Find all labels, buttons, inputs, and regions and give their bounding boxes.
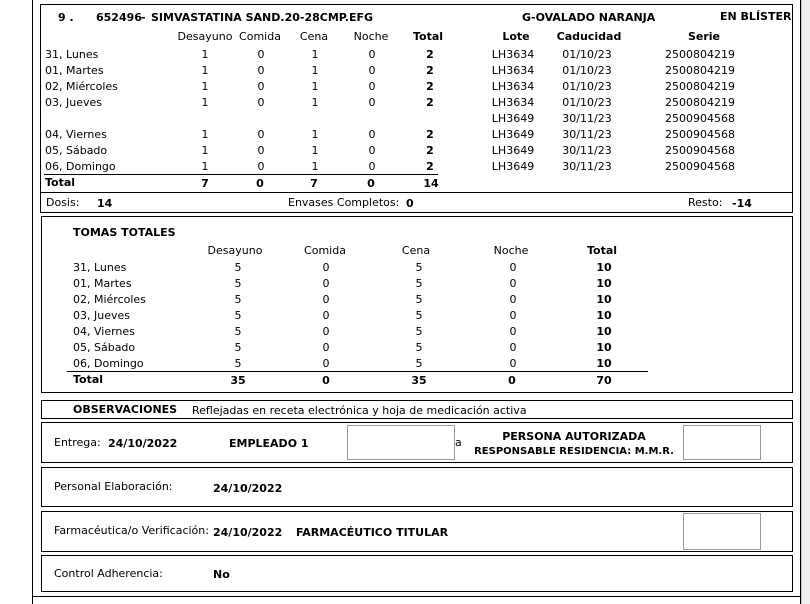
entrega-signature-field[interactable] bbox=[347, 425, 455, 460]
tomas-row-desayuno: 5 bbox=[234, 261, 242, 274]
tomas-row-desayuno: 5 bbox=[234, 293, 242, 306]
med-total-desayuno: 7 bbox=[201, 177, 209, 190]
tomas-row-comida: 0 bbox=[322, 341, 330, 354]
med-row-desayuno: 1 bbox=[201, 48, 209, 61]
page-border-bottom bbox=[32, 596, 801, 597]
med-row-total: 2 bbox=[426, 160, 434, 173]
med-row-lote: LH3649 bbox=[491, 160, 535, 173]
tomas-row-desayuno: 5 bbox=[234, 309, 242, 322]
dosis-value: 14 bbox=[97, 197, 113, 210]
tomas-row-cena: 5 bbox=[415, 309, 423, 322]
tomas-row-day: 03, Jueves bbox=[73, 309, 130, 322]
med-row-serie: 2500904568 bbox=[665, 144, 735, 157]
med-row-noche: 0 bbox=[368, 144, 376, 157]
elaboracion-date: 24/10/2022 bbox=[213, 482, 283, 495]
entrega-a: a bbox=[455, 436, 462, 449]
tomas-row-noche: 0 bbox=[509, 261, 517, 274]
med-total-comida: 0 bbox=[256, 177, 264, 190]
tomas-row-desayuno: 5 bbox=[234, 325, 242, 338]
tomas-row-day: 02, Miércoles bbox=[73, 293, 146, 306]
med-footer-rule bbox=[40, 192, 793, 193]
tomas-total-comida: 0 bbox=[322, 374, 330, 387]
med-row-cena: 1 bbox=[311, 48, 319, 61]
tomas-row-total: 10 bbox=[596, 309, 612, 322]
tomas-row-total: 10 bbox=[596, 341, 612, 354]
tomas-row-total: 10 bbox=[596, 325, 612, 338]
tomas-row-noche: 0 bbox=[509, 357, 517, 370]
med-row-desayuno: 1 bbox=[201, 64, 209, 77]
med-index: 9 . bbox=[58, 11, 74, 24]
tomas-row-noche: 0 bbox=[509, 341, 517, 354]
med-row-lote: LH3634 bbox=[491, 80, 535, 93]
tomas-col-desayuno: Desayuno bbox=[207, 244, 263, 257]
tomas-row-total: 10 bbox=[596, 261, 612, 274]
med-row-comida: 0 bbox=[257, 160, 265, 173]
tomas-row-comida: 0 bbox=[322, 293, 330, 306]
verificacion-date: 24/10/2022 bbox=[213, 526, 283, 539]
persona-autorizada-title: PERSONA AUTORIZADA bbox=[502, 430, 646, 443]
med-row-serie: 2500804219 bbox=[665, 80, 735, 93]
med-row-desayuno: 1 bbox=[201, 160, 209, 173]
page-border-left bbox=[32, 0, 33, 604]
med-form: G-OVALADO NARANJA bbox=[522, 11, 656, 24]
tomas-title: TOMAS TOTALES bbox=[73, 226, 176, 239]
med-row-serie: 2500804219 bbox=[665, 48, 735, 61]
med-row-noche: 0 bbox=[368, 160, 376, 173]
tomas-total-total: 70 bbox=[596, 374, 612, 387]
med-row-cena: 1 bbox=[311, 128, 319, 141]
tomas-total-label: Total bbox=[73, 373, 104, 386]
tomas-col-total: Total bbox=[586, 244, 618, 257]
col-comida: Comida bbox=[239, 30, 281, 43]
med-total-noche: 0 bbox=[367, 177, 375, 190]
tomas-col-cena: Cena bbox=[401, 244, 431, 257]
adherencia-value: No bbox=[213, 568, 230, 581]
med-row-desayuno: 1 bbox=[201, 96, 209, 109]
med-row-comida: 0 bbox=[257, 128, 265, 141]
med-row-total: 2 bbox=[426, 128, 434, 141]
med-row-cena: 1 bbox=[311, 96, 319, 109]
persona-signature-field[interactable] bbox=[683, 425, 761, 460]
med-row-noche: 0 bbox=[368, 80, 376, 93]
med-row-total: 2 bbox=[426, 64, 434, 77]
med-row-caducidad: 01/10/23 bbox=[562, 64, 612, 77]
med-row-desayuno: 1 bbox=[201, 128, 209, 141]
resto-label: Resto: bbox=[688, 196, 723, 209]
vertical-scrollbar[interactable] bbox=[801, 0, 810, 604]
col-noche: Noche bbox=[353, 30, 389, 43]
med-row-day: 06, Domingo bbox=[45, 160, 116, 173]
med-row-comida: 0 bbox=[257, 48, 265, 61]
tomas-row-comida: 0 bbox=[322, 277, 330, 290]
med-row-comida: 0 bbox=[257, 96, 265, 109]
tomas-row-noche: 0 bbox=[509, 293, 517, 306]
med-row-caducidad: 01/10/23 bbox=[562, 80, 612, 93]
verificacion-signature-field[interactable] bbox=[683, 513, 761, 550]
med-row-desayuno: 1 bbox=[201, 80, 209, 93]
entrega-date: 24/10/2022 bbox=[108, 437, 178, 450]
dosis-label: Dosis: bbox=[46, 196, 80, 209]
med-row-lote: LH3649 bbox=[491, 112, 535, 125]
tomas-row-total: 10 bbox=[596, 357, 612, 370]
med-row-day: 01, Martes bbox=[45, 64, 104, 77]
med-row-caducidad: 01/10/23 bbox=[562, 96, 612, 109]
med-row-noche: 0 bbox=[368, 96, 376, 109]
med-row-comida: 0 bbox=[257, 144, 265, 157]
med-row-total: 2 bbox=[426, 144, 434, 157]
med-row-comida: 0 bbox=[257, 80, 265, 93]
med-row-cena: 1 bbox=[311, 144, 319, 157]
tomas-row-day: 06, Domingo bbox=[73, 357, 144, 370]
col-lote: Lote bbox=[502, 30, 530, 43]
tomas-row-noche: 0 bbox=[509, 277, 517, 290]
med-row-serie: 2500904568 bbox=[665, 112, 735, 125]
tomas-row-desayuno: 5 bbox=[234, 357, 242, 370]
tomas-total-noche: 0 bbox=[508, 374, 516, 387]
col-desayuno: Desayuno bbox=[177, 30, 233, 43]
col-serie: Serie bbox=[687, 30, 721, 43]
tomas-row-cena: 5 bbox=[415, 293, 423, 306]
med-separator: - bbox=[141, 11, 146, 24]
tomas-total-rule bbox=[67, 371, 648, 372]
tomas-row-comida: 0 bbox=[322, 357, 330, 370]
med-row-cena: 1 bbox=[311, 160, 319, 173]
entrega-label: Entrega: bbox=[54, 436, 101, 449]
med-row-cena: 1 bbox=[311, 64, 319, 77]
tomas-row-desayuno: 5 bbox=[234, 341, 242, 354]
verificacion-role: FARMACÉUTICO TITULAR bbox=[296, 526, 449, 539]
elaboracion-label: Personal Elaboración: bbox=[54, 480, 173, 493]
col-cena: Cena bbox=[299, 30, 329, 43]
med-row-caducidad: 30/11/23 bbox=[562, 112, 612, 125]
col-caducidad: Caducidad bbox=[556, 30, 622, 43]
med-row-cena: 1 bbox=[311, 80, 319, 93]
tomas-row-total: 10 bbox=[596, 293, 612, 306]
observaciones-text: Reflejadas en receta electrónica y hoja de medicación activa bbox=[192, 404, 527, 417]
tomas-col-noche: Noche bbox=[493, 244, 529, 257]
med-row-serie: 2500804219 bbox=[665, 96, 735, 109]
envases-label: Envases Completos: bbox=[288, 196, 400, 209]
med-packaging: EN BLÍSTER bbox=[720, 10, 792, 23]
med-code: 652496 bbox=[96, 11, 142, 24]
tomas-total-desayuno: 35 bbox=[230, 374, 246, 387]
tomas-row-comida: 0 bbox=[322, 261, 330, 274]
med-row-lote: LH3634 bbox=[491, 96, 535, 109]
resto-value: -14 bbox=[732, 197, 752, 210]
med-row-comida: 0 bbox=[257, 64, 265, 77]
med-row-day: 04, Viernes bbox=[45, 128, 107, 141]
tomas-row-cena: 5 bbox=[415, 277, 423, 290]
tomas-row-cena: 5 bbox=[415, 325, 423, 338]
verificacion-label: Farmacéutica/o Verificación: bbox=[54, 524, 209, 537]
tomas-row-cena: 5 bbox=[415, 261, 423, 274]
tomas-row-day: 01, Martes bbox=[73, 277, 132, 290]
med-total-total: 14 bbox=[423, 177, 439, 190]
med-row-noche: 0 bbox=[368, 64, 376, 77]
med-row-caducidad: 30/11/23 bbox=[562, 144, 612, 157]
med-row-serie: 2500804219 bbox=[665, 64, 735, 77]
tomas-row-day: 05, Sábado bbox=[73, 341, 136, 354]
med-row-serie: 2500904568 bbox=[665, 160, 735, 173]
tomas-row-comida: 0 bbox=[322, 325, 330, 338]
med-row-serie: 2500904568 bbox=[665, 128, 735, 141]
tomas-row-cena: 5 bbox=[415, 357, 423, 370]
entrega-employee: EMPLEADO 1 bbox=[229, 437, 309, 450]
tomas-col-comida: Comida bbox=[304, 244, 346, 257]
med-total-rule bbox=[44, 174, 438, 175]
tomas-row-day: 31, Lunes bbox=[73, 261, 127, 274]
med-row-day: 02, Miércoles bbox=[45, 80, 118, 93]
med-row-noche: 0 bbox=[368, 128, 376, 141]
observaciones-label: OBSERVACIONES bbox=[73, 403, 178, 416]
tomas-row-noche: 0 bbox=[509, 309, 517, 322]
col-total: Total bbox=[412, 30, 444, 43]
med-row-lote: LH3649 bbox=[491, 128, 535, 141]
tomas-row-comida: 0 bbox=[322, 309, 330, 322]
tomas-row-desayuno: 5 bbox=[234, 277, 242, 290]
med-total-label: Total bbox=[45, 176, 76, 189]
med-row-caducidad: 01/10/23 bbox=[562, 48, 612, 61]
med-row-total: 2 bbox=[426, 80, 434, 93]
med-row-day: 31, Lunes bbox=[45, 48, 99, 61]
med-row-caducidad: 30/11/23 bbox=[562, 160, 612, 173]
med-row-day: 05, Sábado bbox=[45, 144, 108, 157]
envases-value: 0 bbox=[406, 197, 414, 210]
tomas-row-cena: 5 bbox=[415, 341, 423, 354]
med-name: SIMVASTATINA SAND.20-28CMP.EFG bbox=[151, 11, 374, 24]
med-row-desayuno: 1 bbox=[201, 144, 209, 157]
med-row-lote: LH3634 bbox=[491, 48, 535, 61]
tomas-row-noche: 0 bbox=[509, 325, 517, 338]
persona-autorizada-sub: RESPONSABLE RESIDENCIA: M.M.R. bbox=[474, 446, 674, 457]
med-row-caducidad: 30/11/23 bbox=[562, 128, 612, 141]
med-row-lote: LH3634 bbox=[491, 64, 535, 77]
med-total-cena: 7 bbox=[310, 177, 318, 190]
med-row-total: 2 bbox=[426, 48, 434, 61]
med-row-noche: 0 bbox=[368, 48, 376, 61]
tomas-row-day: 04, Viernes bbox=[73, 325, 135, 338]
med-row-lote: LH3649 bbox=[491, 144, 535, 157]
med-row-total: 2 bbox=[426, 96, 434, 109]
med-row-day: 03, Jueves bbox=[45, 96, 102, 109]
adherencia-label: Control Adherencia: bbox=[54, 567, 163, 580]
tomas-row-total: 10 bbox=[596, 277, 612, 290]
tomas-total-cena: 35 bbox=[411, 374, 427, 387]
